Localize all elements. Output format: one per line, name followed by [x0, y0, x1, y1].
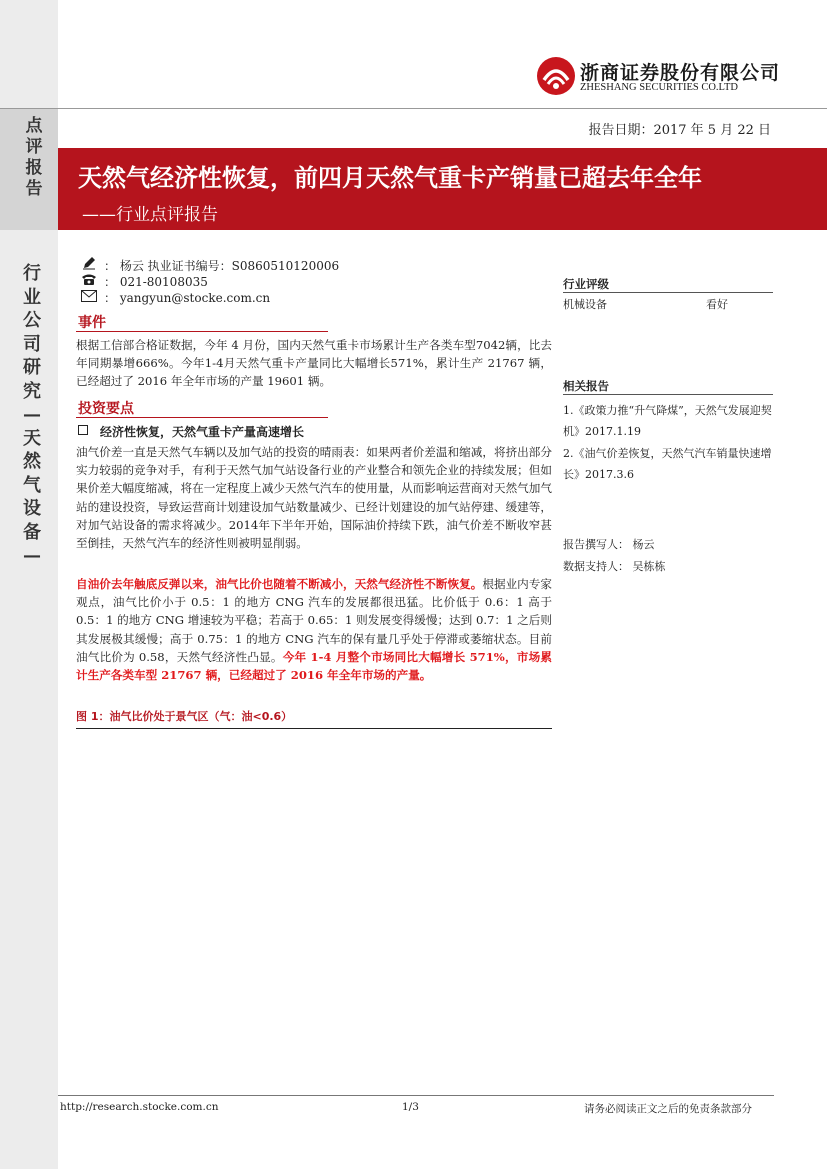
report-title: 天然气经济性恢复，前四月天然气重卡产销量已超去年全年 [78, 164, 702, 192]
related-report-2[interactable]: 2.《油气价差恢复，天然气汽车销量快速增长》2017.3.6 [563, 447, 772, 481]
related-report-1[interactable]: 1.《政策力推“升气降煤”，天然气发展迎契机》2017.1.19 [563, 404, 772, 438]
page-number: 1/3 [402, 1101, 419, 1113]
related-heading: 相关报告 [563, 379, 609, 393]
email-row [80, 289, 270, 305]
footer-rule [58, 1095, 774, 1096]
event-heading: 事件 [78, 315, 106, 331]
bullet-heading [78, 423, 304, 440]
logo-chinese-name: 浙商证券股份有限公司 [580, 62, 781, 84]
email-text[interactable]: ： yangyun@stocke.com.cn [104, 291, 271, 305]
logo-mark-icon [536, 56, 576, 96]
highlight-sentence-2: 今年 1-4 月整个市场同比大幅增长 571%，市场累计生产各类车型 21767 辆，已经超过了 2016 年全年市场的产量。 [76, 649, 552, 683]
analysis-paragraph-1: 油气价差一直是天然气车辆以及加气站的投资的晴雨表：如果两者价差温和缩减，将挤出部分实力较弱的竞争对手，有利于天然气加气站设备行业的产业整合和领先企业的持续发展；但如果价差大幅度缩减，将在一定程度上减少天然气汽车的使用量，从而影响运营商对天然气加气站的建设投资，导致运营商计划建设加气站数量减少、已经计划建设的加气站停建、缓建等，对加气站设备的需求将减少。2014年下半年开始，国际油价持续下跌，油气价差不断收窄甚至倒挂，天然气汽车的经济性则被明显削弱。 [76, 445, 552, 551]
analysis-paragraph-2 [76, 575, 552, 684]
bullet-heading-text: 经济性恢复，天然气重卡产量高速增长 [100, 425, 305, 439]
disclaimer-note: 请务必阅读正文之后的免责条款部分 [584, 1103, 752, 1115]
envelope-icon [80, 290, 98, 305]
phone-icon [80, 273, 98, 289]
invest-heading: 投资要点 [78, 401, 134, 417]
report-type-label: 点评报告 [25, 116, 43, 199]
footer-url-link[interactable]: http://research.stocke.com.cn [60, 1101, 219, 1113]
checkbox-icon [78, 425, 88, 435]
related-heading-rule [563, 394, 773, 395]
rating-sector: 机械设备 [563, 298, 607, 311]
figure-caption: 图 1：油气比价处于景气区（气：油<0.6） [76, 710, 293, 723]
report-subtitle: ——行业点评报告 [82, 205, 218, 225]
report-date: 报告日期：2017 年 5 月 22 日 [588, 123, 771, 138]
rating-value: 看好 [706, 298, 728, 311]
pen-icon [80, 256, 98, 273]
company-logo [536, 56, 781, 100]
report-writer: 报告撰写人： 杨云 [563, 538, 655, 551]
analysis-paragraph-2-text: 根据业内专家观点，油气比价小于 0.5：1 的地方 CNG 汽车的发展都很迅猛。比价低于 0.6：1 高于 0.5：1 的地方 CNG 增速较为平稳；若高于 0.65：1 则发展变得缓慢；达到 0.7：1 之后则其发展极其缓慢；高于 0.75：1 的地方 CNG 汽车的保有量几乎处于停滞或萎缩状态。目前油气比价为 0.58，天然气经济性凸显。 [76, 577, 552, 664]
rating-heading-rule [563, 292, 773, 293]
phone-text: ： 021-80108035 [104, 275, 208, 289]
logo-english-name: ZHESHANG SECURITIES CO.LTD [580, 82, 738, 93]
data-supporter: 数据支持人： 吴栋栋 [563, 560, 666, 573]
highlight-sentence-1: 自油价去年触底反弹以来，油气比价也随着不断减小，天然气经济性不断恢复。 [76, 577, 483, 591]
invest-heading-rule [76, 417, 328, 418]
rating-heading: 行业评级 [563, 277, 609, 291]
author-text: ： 杨云 执业证书编号：S0860510120006 [104, 259, 340, 273]
header-rule [0, 108, 827, 109]
event-paragraph: 根据工信部合格证数据，今年 4 月份，国内天然气重卡市场累计生产各类车型7042辆，比去年同期暴增666%。今年1-4月天然气重卡产量同比大幅增长571%，累计生产 21767 辆，已经超过了 2016 年全年市场的产量 19601 辆。 [76, 338, 552, 389]
figure-rule [76, 728, 552, 729]
event-heading-rule [76, 331, 328, 332]
phone-row [80, 273, 208, 289]
author-row [80, 256, 339, 272]
vertical-category-label: 行业公司研究—天然气设备— [23, 263, 41, 566]
